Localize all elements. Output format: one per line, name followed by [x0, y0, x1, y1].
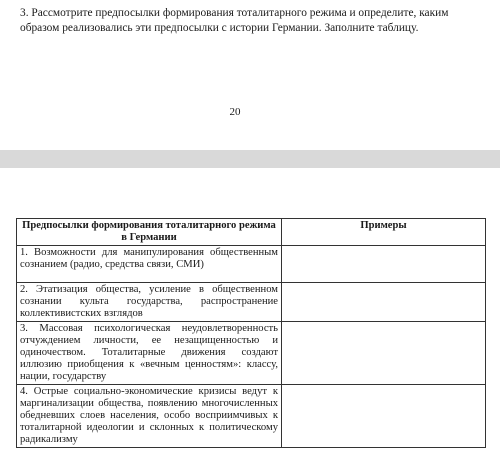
- example-cell[interactable]: [282, 246, 486, 283]
- task-instruction: 3. Рассмотрите предпосылки формирования тоталитарного режима и определите, каким образом реализовались эти предпосылки с истории Германии. Заполните таблицу.: [20, 7, 449, 34]
- table-header-row: [17, 219, 486, 246]
- example-cell[interactable]: [282, 283, 486, 322]
- table-row: [17, 246, 486, 283]
- premises-table: [16, 218, 486, 448]
- page-separator: [0, 150, 500, 168]
- example-cell[interactable]: [282, 385, 486, 448]
- page-number: 20: [229, 106, 241, 118]
- table-row: [17, 283, 486, 322]
- premise-cell: 1. Возможности для манипулирования общественным сознанием (радио, средства связи, СМИ): [17, 246, 282, 283]
- example-cell[interactable]: [282, 322, 486, 385]
- header-examples: Примеры: [282, 219, 486, 246]
- premise-cell: 2. Этатизация общества, усиление в общественном сознании культа государства, распространение коллективистских взглядов: [17, 283, 282, 322]
- premise-cell: 4. Острые социально-экономические кризисы ведут к маргинализации общества, появлению многочисленных обедневших слоев населения, особо восприимчивых к тоталитарной идеологии и склонных к политическому радикализму: [17, 385, 282, 448]
- table-row: [17, 385, 486, 448]
- header-premises: Предпосылки формирования тоталитарного режима в Германии: [17, 219, 282, 246]
- table-row: [17, 322, 486, 385]
- premise-cell: 3. Массовая психологическая неудовлетворенность отчуждением личности, ее незащищенностью и одиночеством. Тоталитарные движения создают иллюзию приобщения к «вечным ценностям»: классу, нации, государству: [17, 322, 282, 385]
- document-page-top: [0, 0, 500, 150]
